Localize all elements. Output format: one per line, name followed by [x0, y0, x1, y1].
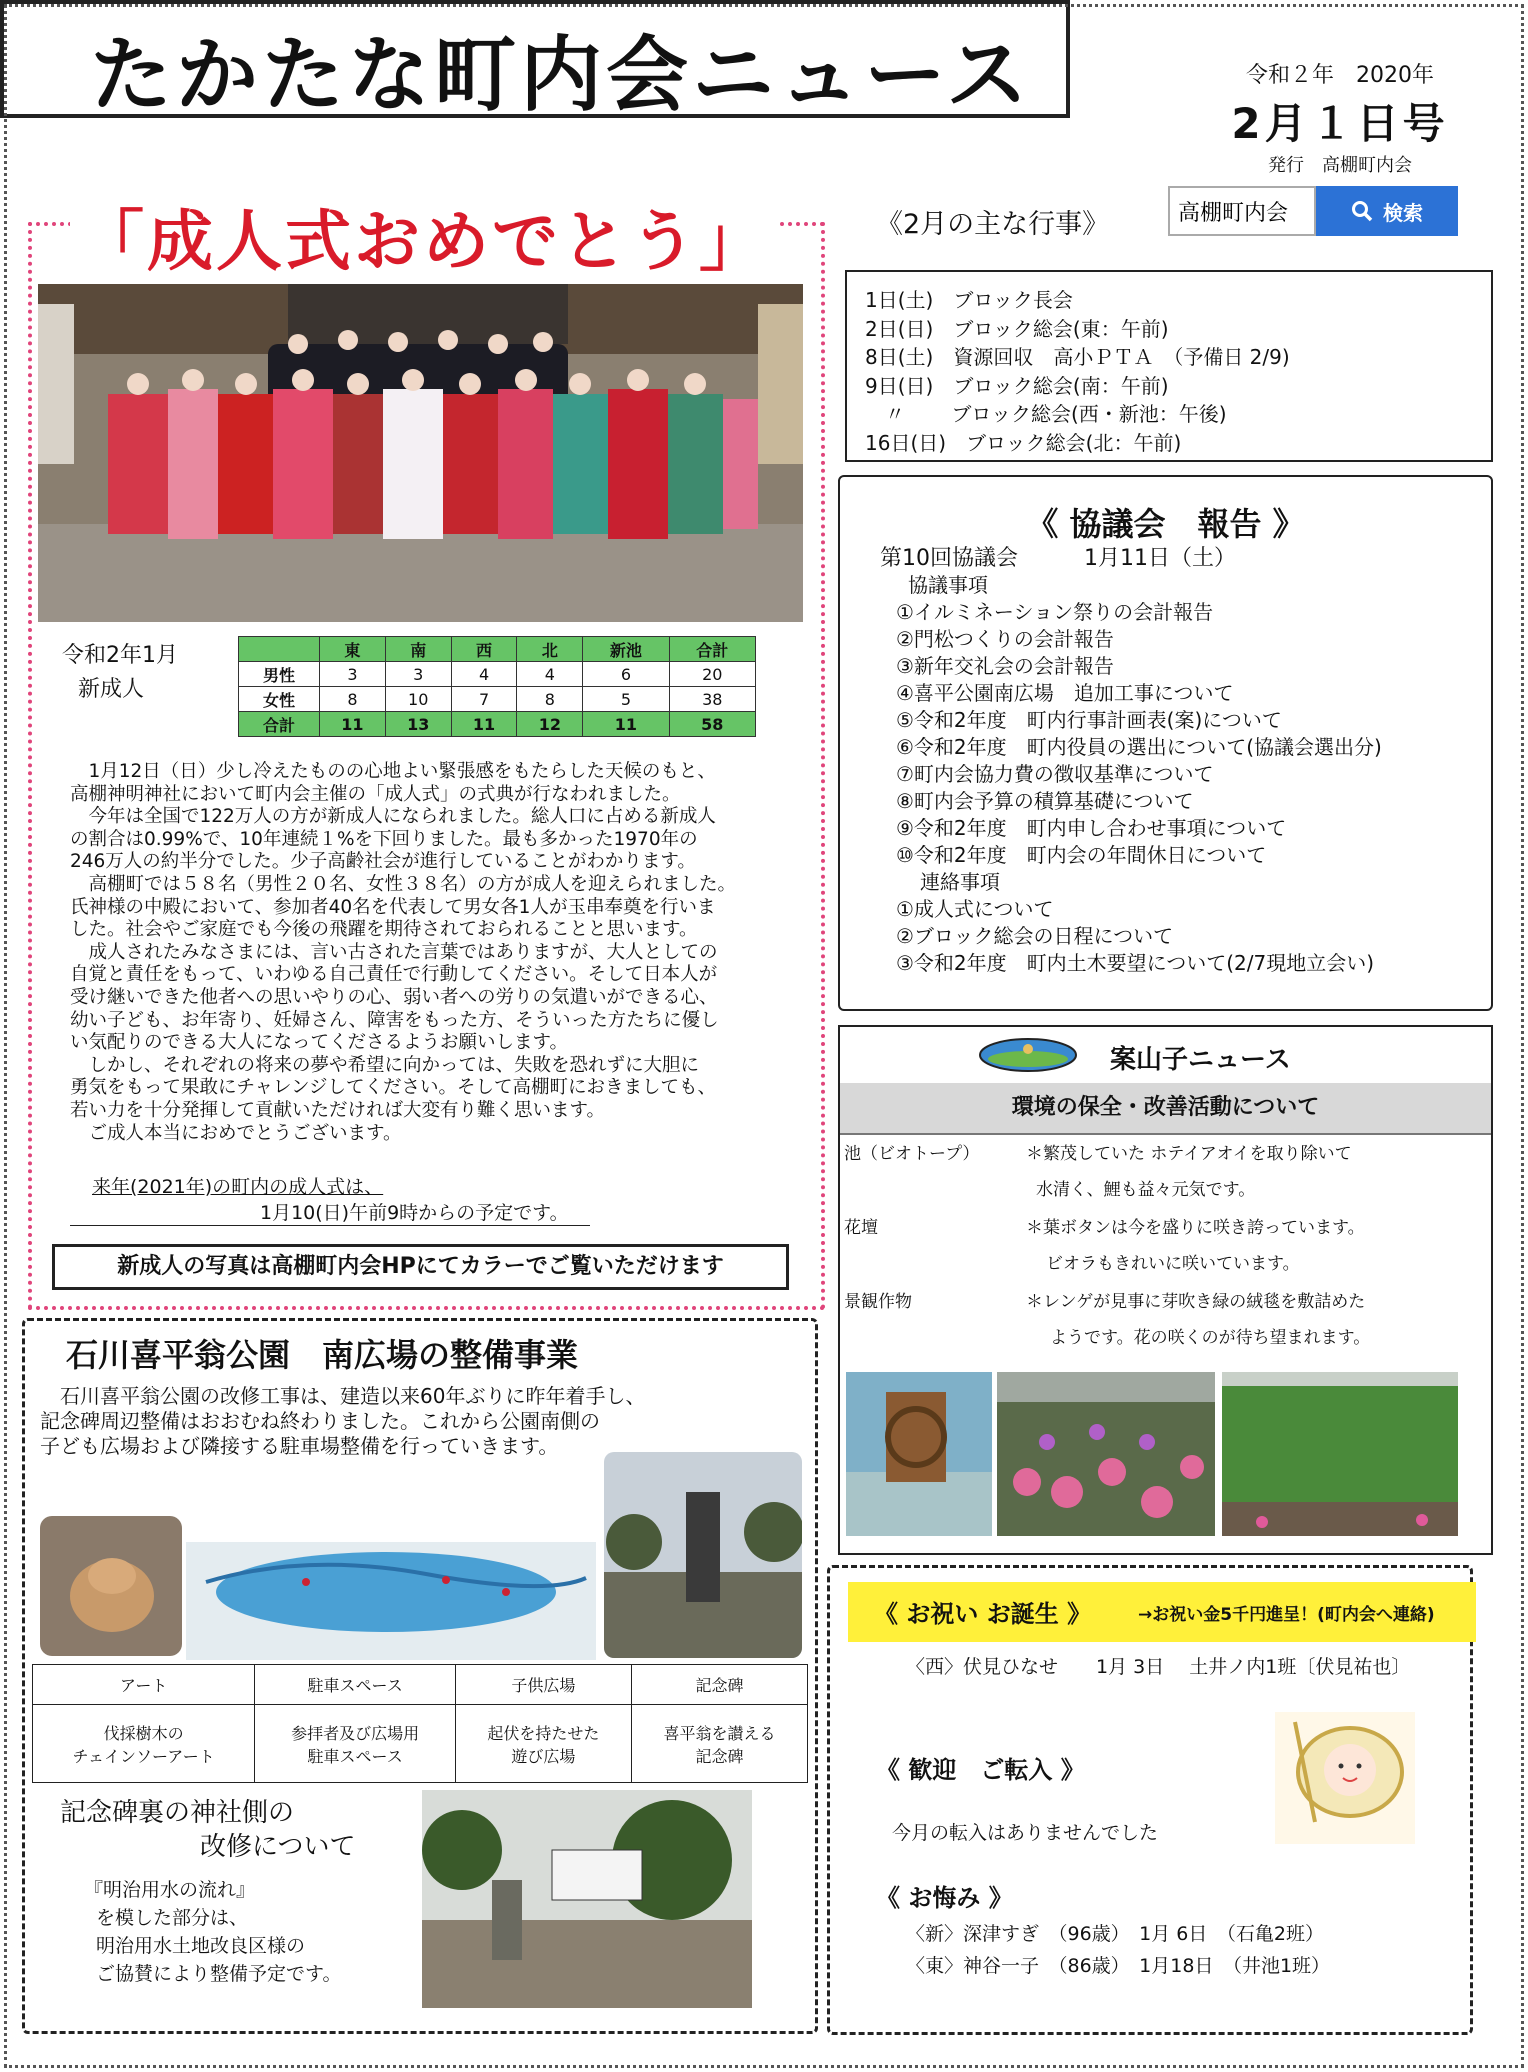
article-line: 高棚神明神社において町内会主催の「成人式」の式典が行なわれました。 — [70, 783, 681, 805]
table-header-cell: 東 — [320, 637, 386, 662]
scarecrow-logo-icon — [978, 1037, 1078, 1073]
park-desc-line: 石川喜平翁公園の改修工事は、建造以来60年ぶりに昨年着手し、 — [40, 1384, 646, 1408]
table-header-cell — [239, 637, 320, 662]
article-line: の割合は0.99%で、10年連続１%を下回りました。最も多かった1970年の — [70, 828, 698, 850]
agenda-item: ②門松つくりの会計報告 — [896, 627, 1114, 651]
table-cell: 5 — [583, 687, 669, 712]
birth-note: →お祝い金5千円進呈！(町内会へ連絡) — [1138, 1605, 1435, 1625]
field-photo — [1222, 1372, 1458, 1536]
park-table-cell — [255, 1705, 456, 1783]
park-title: 石川喜平翁公園 南広場の整備事業 — [66, 1336, 579, 1374]
park-cell-line: 伐採樹木の — [103, 1723, 184, 1743]
shrine-side-photo — [422, 1790, 752, 2008]
agenda-item: ④喜平公園南広場 追加工事について — [896, 681, 1234, 705]
agenda-item: ⑨令和2年度 町内申し合わせ事項について — [896, 816, 1287, 840]
agenda-item: ⑥令和2年度 町内役員の選出について(協議会選出分) — [896, 735, 1382, 759]
kakashi-line: 水清く、鯉も益々元気です。 — [1036, 1180, 1256, 1200]
kakashi-place: 景観作物 — [844, 1292, 912, 1312]
article-line: しかし、それぞれの将来の夢や希望に向かっては、失敗を恐れずに大胆に — [70, 1054, 700, 1076]
contact-item: ①成人式について — [896, 897, 1054, 921]
council-content — [880, 545, 1382, 977]
next-year-line2: 1月10(日)午前9時からの予定です。 — [70, 1198, 590, 1226]
table-cell: 4 — [517, 662, 583, 687]
search-input[interactable] — [1168, 186, 1316, 236]
table-cell: 13 — [385, 712, 451, 737]
baby-illustration — [1275, 1712, 1415, 1844]
table-cell: 3 — [320, 662, 386, 687]
park-desc-line: 子ども広場および隣接する駐車場整備を行っていきます。 — [40, 1434, 559, 1458]
agenda-label: 協議事項 — [908, 573, 988, 597]
table-row — [239, 687, 756, 712]
table-cell: 7 — [451, 687, 517, 712]
article-line: 自覚と責任をもって、いわゆる自己責任で行動してください。そして日本人が — [70, 964, 718, 986]
table-cell: 3 — [385, 662, 451, 687]
contact-label: 連絡事項 — [920, 870, 1000, 894]
table-label-line1: 令和2年1月 — [62, 643, 178, 668]
table-cell: 8 — [517, 687, 583, 712]
group-photo — [38, 284, 803, 622]
park-description — [40, 1384, 645, 1459]
condolence-entry: 〈新〉深津すぎ （96歳） 1月 6日 （石亀2班） — [906, 1923, 1324, 1945]
kakashi-line: ＊繁茂していた ホテイアオイを取り除いて — [1026, 1144, 1352, 1164]
park-table-cell: 駐車スペース — [255, 1665, 456, 1705]
events-title: 《2月の主な行事》 — [876, 209, 1110, 240]
park-zones-table — [32, 1664, 808, 1783]
article-line: した。社会やご家庭でも今後の飛躍を期待されておられることと思います。 — [70, 919, 698, 941]
search-icon — [1351, 200, 1373, 222]
council-report — [838, 475, 1493, 1011]
article-line: 受け継いできた他者への思いやりの心、弱い者への労りの気遣いができる心、 — [70, 986, 718, 1008]
park-plan-drawing — [186, 1482, 596, 1660]
table-header-cell: 新池 — [583, 637, 669, 662]
event-item: 8日(土) 資源回収 高小ＰＴＡ （予備日 2/9) — [865, 345, 1290, 369]
table-cell: 4 — [451, 662, 517, 687]
park-cell-line: 喜平翁を讃える — [663, 1723, 776, 1743]
row-label: 男性 — [239, 662, 320, 687]
article-line: 1月12日（日）少し冷えたものの心地よい緊張感をもたらした天候のもと、 — [70, 761, 716, 782]
welcome-title: 《 歓迎 ご転入 》 — [876, 1756, 1085, 1784]
publisher: 発行 高棚町内会 — [1268, 155, 1412, 176]
issue-era: 令和２年 2020年 — [1246, 63, 1434, 88]
park-table-header — [33, 1665, 808, 1705]
issue-info — [1210, 58, 1470, 177]
welcome-text: 今月の転入はありませんでした — [892, 1822, 1159, 1844]
contact-item: ③令和2年度 町内土木要望について(2/7現地立会い) — [896, 951, 1375, 975]
row-label: 女性 — [239, 687, 320, 712]
table-cell: 10 — [385, 687, 451, 712]
article-line: ご成人本当におめでとうございます。 — [70, 1122, 402, 1144]
row-label: 合計 — [239, 712, 320, 737]
table-header-cell: 北 — [517, 637, 583, 662]
article-line: 246万人の約半分でした。少子高齢社会が進行していることがわかります。 — [70, 851, 696, 873]
birth-entry: 〈西〉伏見ひなせ 1月 3日 土井ノ内1班〔伏見祐也〕 — [906, 1656, 1411, 1678]
shrine-text-line: 『明治用水の流れ』 — [84, 1879, 256, 1901]
agenda-item: ①イルミネーション祭りの会計報告 — [896, 600, 1214, 624]
kakashi-line: ＊レンゲが見事に芽吹き緑の絨毯を敷詰めた — [1026, 1292, 1366, 1312]
table-cell: 12 — [517, 712, 583, 737]
park-cell-line: 参拝者及び広場用 — [291, 1723, 420, 1743]
contact-item: ②ブロック総会の日程について — [896, 924, 1174, 948]
kakashi-subtitle: 環境の保全・改善活動について — [840, 1083, 1491, 1135]
article-line: 幼い子ども、お年寄り、妊婦さん、障害をもった方、そういった方たちに優し — [70, 1009, 719, 1031]
park-cell-line: 駐車スペース — [307, 1746, 403, 1766]
council-title: 《 協議会 報告 》 — [1026, 505, 1305, 543]
table-cell: 11 — [320, 712, 386, 737]
table-total-row — [239, 712, 756, 737]
birth-title: 《 お祝い お誕生 》 — [874, 1600, 1092, 1628]
agenda-item: ⑧町内会予算の積算基礎について — [896, 789, 1194, 813]
event-item: 16日(日) ブロック総会(北：午前) — [865, 430, 1182, 455]
table-header-row — [239, 637, 756, 662]
kakashi-header — [840, 1027, 1491, 1085]
photo-notice: 新成人の写真は高棚町内会HPにてカラーでご覧いただけます — [52, 1244, 789, 1290]
park-cell-line: 遊び広場 — [511, 1746, 576, 1766]
park-table-cell — [631, 1705, 807, 1783]
article-line: 今年は全国で122万人の方が新成人になられました。総人口に占める新成人 — [70, 806, 716, 828]
table-header-cell: 西 — [451, 637, 517, 662]
condolence-title: 《 お悔み 》 — [876, 1884, 1013, 1912]
kakashi-line: ようです。花の咲くのが待ち望まれます。 — [1050, 1328, 1371, 1348]
kakashi-title: 案山子ニュース — [1110, 1045, 1291, 1075]
park-desc-line: 記念碑周辺整備はおおむね終わりました。これから公園南側の — [40, 1409, 600, 1433]
table-cell: 8 — [320, 687, 386, 712]
table-cell: 20 — [669, 662, 755, 687]
monument-photo — [604, 1452, 802, 1658]
article-line: 高棚町では５８名（男性２０名、女性３８名）の方が成人を迎えられました。 — [70, 873, 737, 895]
coming-of-age-article — [70, 761, 736, 1145]
table-cell: 11 — [451, 712, 517, 737]
park-table-cell: 記念碑 — [631, 1665, 807, 1705]
council-meeting: 第10回協議会 1月11日（土） — [880, 546, 1236, 571]
agenda-item: ③新年交礼会の会計報告 — [896, 654, 1114, 678]
article-line: い気配りのできる大人になってくださるようお願いします。 — [70, 1032, 569, 1054]
shrine-title-line2: 改修について — [200, 1832, 356, 1862]
event-item: 2日(日) ブロック総会(東：午前) — [865, 316, 1169, 341]
chainsaw-art-photo — [40, 1516, 182, 1656]
shrine-title-line1: 記念碑裏の神社側の — [60, 1798, 295, 1828]
coming-of-age-title: 「成人式おめでとう」 — [70, 188, 776, 283]
masthead — [0, 0, 1070, 123]
event-item: 〃 ブロック総会(西・新池：午後) — [865, 402, 1227, 426]
table-cell: 38 — [669, 687, 755, 712]
park-cell-line: 記念碑 — [695, 1746, 744, 1766]
article-line: 若い力を十分発揮して貢献いただければ大変有り難く思います。 — [70, 1099, 606, 1121]
agenda-item: ⑦町内会協力費の徴収基準について — [896, 762, 1214, 786]
issue-date: 2月１日号 — [1231, 99, 1449, 148]
condolence-entry: 〈東〉神谷一子 （86歳） 1月18日 （井池1班） — [906, 1955, 1331, 1977]
park-cell-line: 起伏を持たせた — [487, 1723, 600, 1743]
newsletter-title: たかたな町内会ニュース — [90, 28, 1032, 123]
table-cell: 6 — [583, 662, 669, 687]
kakashi-line: ビオラもきれいに咲いています。 — [1046, 1254, 1300, 1274]
park-table-cell — [455, 1705, 631, 1783]
article-line: 氏神様の中殿において、参加者40名を代表して男女各1人が玉串奉奠を行いま — [70, 896, 716, 918]
kakashi-place: 池（ビオトープ） — [844, 1144, 980, 1164]
flowerbed-photo — [997, 1372, 1215, 1536]
condolence-list — [906, 1918, 1330, 1982]
kakashi-place: 花壇 — [844, 1218, 878, 1238]
shrine-text-line: 明治用水土地改良区様の — [96, 1935, 306, 1957]
article-line: 勇気をもって果敢にチャレンジしてください。そして高棚町におきましても、 — [70, 1077, 717, 1099]
park-cell-line: チェインソーアート — [72, 1746, 215, 1766]
event-item: 9日(日) ブロック総会(南：午前) — [865, 373, 1169, 398]
table-header-cell: 合計 — [669, 637, 755, 662]
next-year-line1: 来年(2021年)の町内の成人式は、 — [92, 1176, 384, 1198]
park-table-cell: 子供広場 — [455, 1665, 631, 1705]
article-line: 成人されたみなさまには、言い古された言葉ではありますが、大人としての — [70, 941, 718, 963]
shrine-text — [84, 1876, 341, 1988]
biotope-photo — [846, 1372, 992, 1536]
table-row — [239, 662, 756, 687]
kakashi-line: ＊葉ボタンは今を盛りに咲き誇っています。 — [1026, 1218, 1365, 1238]
new-adults-table — [238, 636, 756, 737]
table-cell: 11 — [583, 712, 669, 737]
park-table-row — [33, 1705, 808, 1783]
birth-header-bar — [848, 1582, 1476, 1642]
events-list — [845, 270, 1493, 462]
table-header-cell: 南 — [385, 637, 451, 662]
site-search — [1168, 186, 1458, 236]
agenda-item: ⑩令和2年度 町内会の年間休日について — [896, 843, 1267, 867]
park-table-cell — [33, 1705, 255, 1783]
agenda-item: ⑤令和2年度 町内行事計画表(案)について — [896, 708, 1282, 732]
table-cell: 58 — [669, 712, 755, 737]
shrine-text-line: を模した部分は、 — [96, 1907, 249, 1929]
event-item: 1日(土) ブロック長会 — [865, 288, 1073, 312]
park-table-cell: アート — [33, 1665, 255, 1705]
search-button-label: 検索 — [1383, 200, 1423, 225]
table-label-line2: 新成人 — [78, 677, 145, 702]
shrine-text-line: ご協賛により整備予定です。 — [96, 1963, 342, 1985]
search-button[interactable] — [1316, 186, 1458, 236]
